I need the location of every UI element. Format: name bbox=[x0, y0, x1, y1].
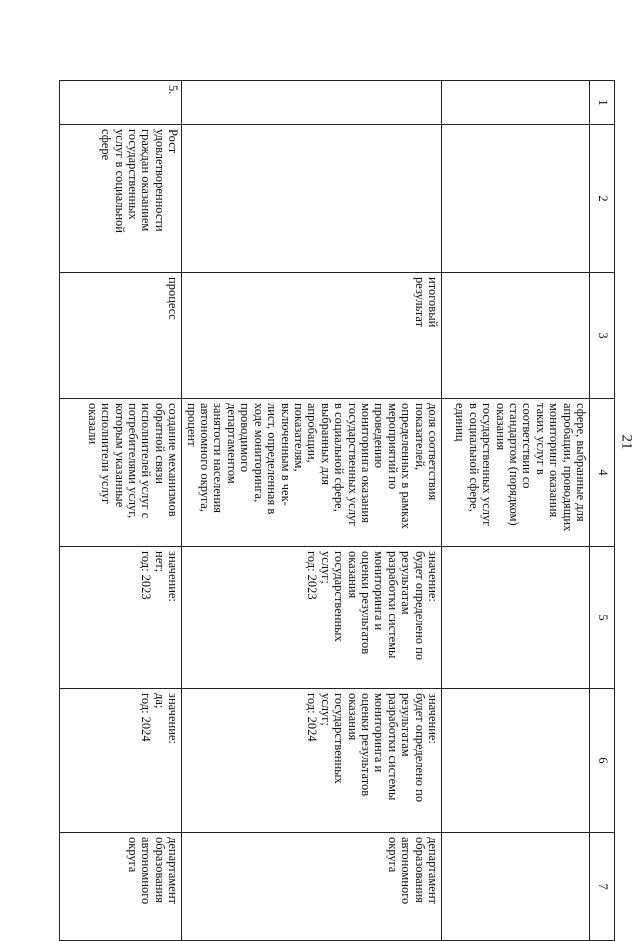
cell-result-target: значение: будет определено по результатам разработки системы мониторинга и оценки результатов оказания государственных услуг; год: 2024 bbox=[182, 689, 442, 833]
cell-row5-goal: Рост удовлетворенности граждан оказанием государственных услуг в социальной сфере bbox=[60, 125, 182, 273]
cell-row5-base: значение: нет; год: 2023 bbox=[60, 547, 182, 689]
indicator-table bbox=[59, 80, 615, 905]
cell-row5-indicator: создание механизмов обратной связи исполнителей услуг с потребителями услуг, которым указанные исполнители услуг оказали bbox=[60, 399, 182, 547]
cell bbox=[442, 125, 590, 273]
header-col-4: 4 bbox=[590, 399, 615, 547]
page-number: 21 bbox=[618, 434, 635, 450]
cell bbox=[182, 125, 442, 273]
header-col-7: 7 bbox=[590, 833, 615, 941]
cell-result-type: итоговый результат bbox=[182, 273, 442, 399]
header-col-5: 5 bbox=[590, 547, 615, 689]
cell-continued-indicator: сфере, выбранные для апробации, проводящих мониторинг оказания таких услуг в соответствии со стандартом (порядком) оказания государственных услуг в социальной сфере, единиц bbox=[442, 399, 590, 547]
header-col-1: 1 bbox=[590, 81, 615, 125]
cell bbox=[442, 547, 590, 689]
cell-row5-type: процесс bbox=[60, 273, 182, 399]
cell-result-responsible: департамент образования автономного округа bbox=[182, 833, 442, 941]
cell-row5-number: 5. bbox=[60, 81, 182, 125]
cell bbox=[442, 833, 590, 941]
table-row bbox=[442, 81, 590, 941]
table-row bbox=[60, 81, 182, 941]
header-col-3: 3 bbox=[590, 273, 615, 399]
table bbox=[59, 80, 615, 941]
cell-result-indicator: доля соответствия показателей, определенных в рамках мероприятий по проведению мониторинга оказания государственных услуг в социальной сфере, выбранных для апробации, показателям, включенным в чек- лист, определенная в ходе мониторинга, проводимого департаментом занятости населения автономного округа, процент bbox=[182, 399, 442, 547]
cell bbox=[442, 689, 590, 833]
cell bbox=[442, 81, 590, 125]
header-col-2: 2 bbox=[590, 125, 615, 273]
table-header-row bbox=[590, 81, 615, 941]
cell bbox=[182, 81, 442, 125]
cell-row5-responsible: департамент образования автономного округа bbox=[60, 833, 182, 941]
cell-row5-target: значение: да; год: 2024 bbox=[60, 689, 182, 833]
cell bbox=[442, 273, 590, 399]
table-row bbox=[182, 81, 442, 941]
cell-result-base: значение: будет определено по результатам разработки системы мониторинга и оценки результатов оказания государственных услуг; год: 2023 bbox=[182, 547, 442, 689]
header-col-6: 6 bbox=[590, 689, 615, 833]
